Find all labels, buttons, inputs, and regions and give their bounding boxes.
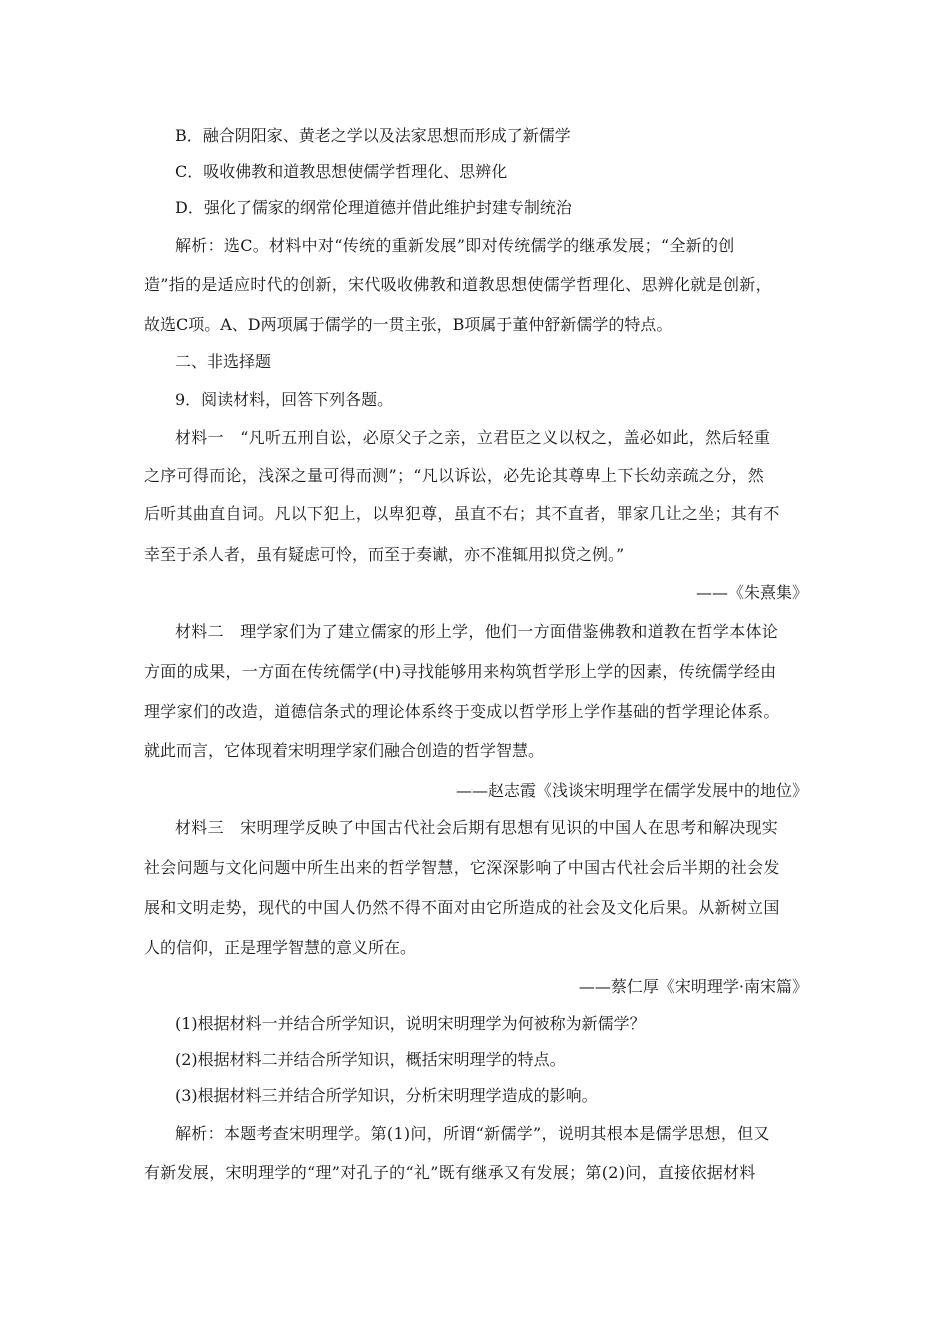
material1-line: 幸至于杀人者，虽有疑虑可怜，而至于奏谳，亦不准辄用拟贷之例。” — [144, 545, 625, 564]
option-d: D．强化了儒家的纲常伦理道德并借此维护封建专制统治 — [175, 198, 572, 217]
section-title: 二、非选择题 — [175, 352, 272, 371]
analysis8-line: 故选C项。A、D两项属于儒学的一贯主张，B项属于董仲舒新儒学的特点。 — [144, 315, 673, 334]
option-b: B．融合阴阳家、黄老之学以及法家思想而形成了新儒学 — [175, 126, 571, 145]
material1-line: 之序可得而论，浅深之量可得而测”；“凡以诉讼，必先论其尊卑上下长幼亲疏之分，然 — [144, 466, 765, 485]
source1: ——《朱熹集》 — [695, 583, 808, 602]
material2-line: 方面的成果，一方面在传统儒学(中)寻找能够用来构筑哲学形上学的因素，传统儒学经由 — [144, 662, 777, 681]
material2-line: 理学家们的改造，道德信条式的理论体系终于变成以哲学形上学作基础的哲学理论体系。 — [144, 702, 780, 721]
source3: ——蔡仁厚《宋明理学·南宋篇》 — [578, 977, 808, 996]
material3-line: 材料三 宋明理学反映了中国古代社会后期有思想有见识的中国人在思考和解决现实 — [175, 818, 779, 837]
option-c: C．吸收佛教和道教思想使儒学哲理化、思辨化 — [175, 162, 508, 181]
material3-line: 人的信仰，正是理学智慧的意义所在。 — [144, 938, 417, 957]
analysis9-line: 解析：本题考查宋明理学。第(1)问，所谓“新儒学”，说明其根本是儒学思想，但又 — [175, 1124, 770, 1143]
analysis8-line: 解析：选C。材料中对“传统的重新发展”即对传统儒学的继承发展；“全新的创 — [175, 236, 735, 255]
material3-line: 社会问题与文化问题中所生出来的哲学智慧，它深深影响了中国古代社会后半期的社会发 — [144, 858, 780, 877]
question9-title: 9．阅读材料，回答下列各题。 — [175, 390, 394, 409]
material2-line: 材料二 理学家们为了建立儒家的形上学，他们一方面借鉴佛教和道教在哲学本体论 — [175, 622, 779, 641]
subquestion-2: (2)根据材料二并结合所学知识，概括宋明理学的特点。 — [175, 1050, 566, 1069]
material1-line: 后听其曲直自词。凡以下犯上，以卑犯尊，虽直不右；其不直者，罪家几让之坐；其有不 — [144, 504, 780, 523]
subquestion-1: (1)根据材料一并结合所学知识，说明宋明理学为何被称为新儒学？ — [175, 1014, 646, 1033]
subquestion-3: (3)根据材料三并结合所学知识，分析宋明理学造成的影响。 — [175, 1086, 598, 1105]
analysis8-line: 造”指的是适应时代的创新，宋代吸收佛教和道教思想使儒学哲理化、思辨化就是创新， — [144, 275, 772, 294]
material1-line: 材料一 “凡听五刑自讼，必原父子之亲，立君臣之义以权之，盖必如此，然后轻重 — [175, 428, 771, 447]
analysis9-line: 有新发展，宋明理学的“理”对孔子的“礼”既有继承又有发展；第(2)问，直接依据材料 — [144, 1163, 756, 1182]
material3-line: 展和文明走势，现代的中国人仍然不得不面对由它所造成的社会及文化后果。从新树立国 — [144, 898, 780, 917]
source2: ——赵志霞《浅谈宋明理学在儒学发展中的地位》 — [455, 781, 808, 800]
material2-line: 就此而言，它体现着宋明理学家们融合创造的哲学智慧。 — [144, 741, 545, 760]
